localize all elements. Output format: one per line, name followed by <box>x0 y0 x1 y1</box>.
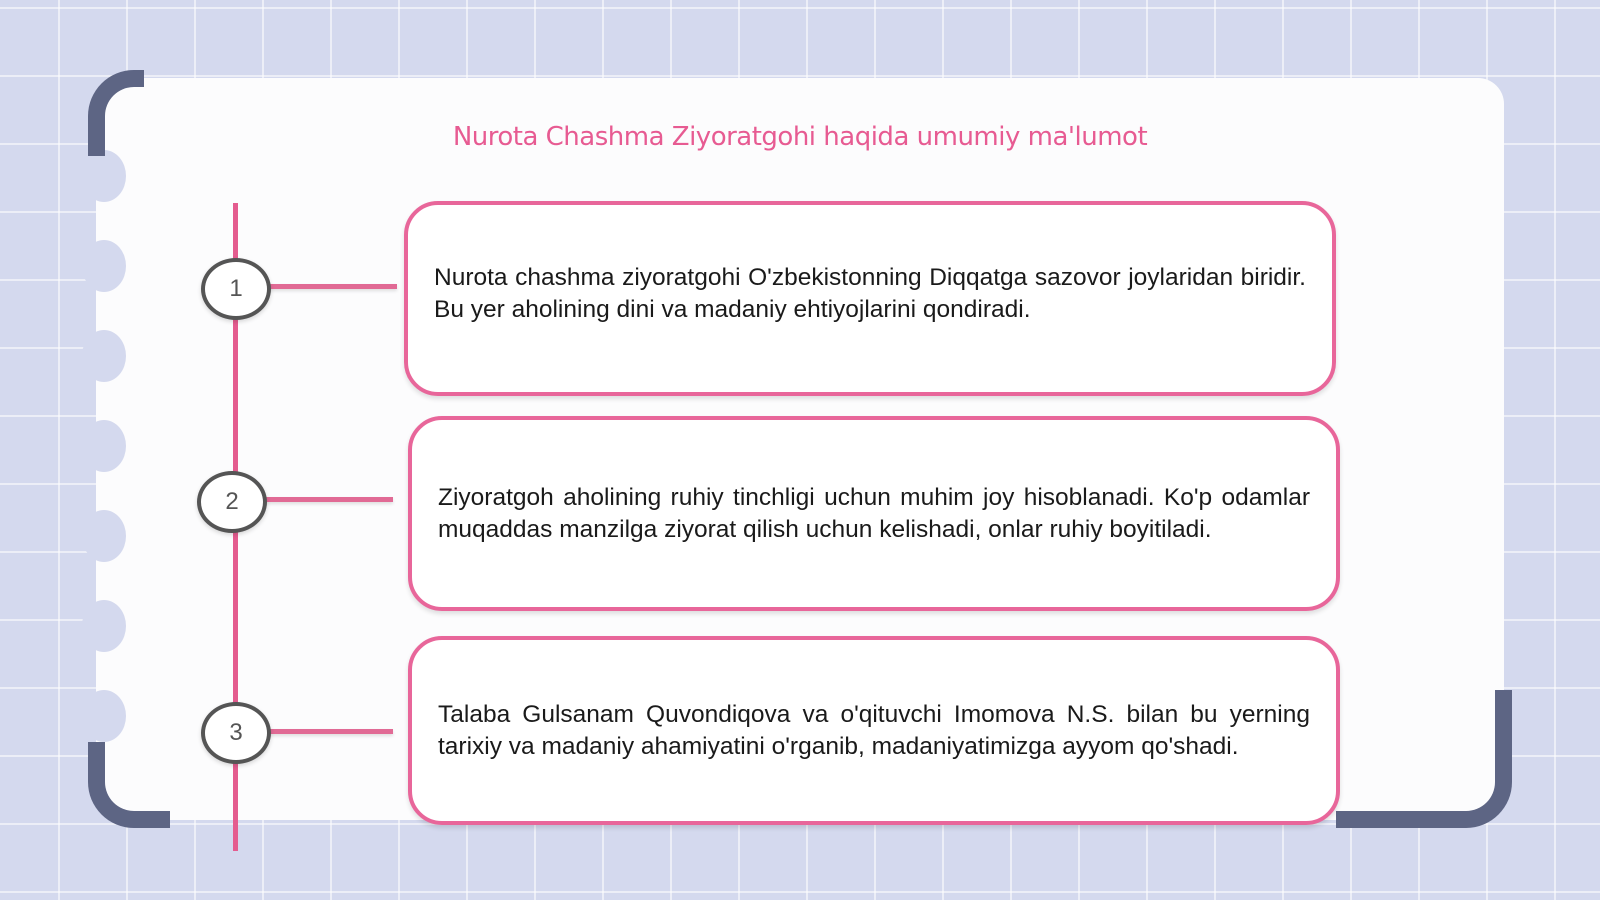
info-text: Nurota chashma ziyoratgohi O'zbekistonning Diqqatga sazovor joylaridan biridir. Bu yer aholining dini va madaniy ehtiyojlarini qondiradi. <box>434 263 1306 323</box>
step-number-circle: 1 <box>201 258 271 320</box>
corner-bracket-top-left <box>88 70 144 156</box>
notebook-hole <box>82 330 126 382</box>
notebook-hole <box>82 690 126 742</box>
info-box <box>408 416 1340 611</box>
notebook-hole <box>82 510 126 562</box>
notebook-hole <box>82 600 126 652</box>
notebook-hole <box>82 240 126 292</box>
info-text: Ziyoratgoh aholining ruhiy tinchligi uchun muhim joy hisoblanadi. Ko'p odamlar muqaddas manzilga ziyorat qilish uchun kelishadi, onlar ruhiy boyitiladi. <box>438 483 1310 543</box>
info-box <box>404 201 1336 396</box>
corner-bracket-bottom-left <box>88 742 170 828</box>
step-number-circle: 2 <box>197 471 267 533</box>
timeline-connector <box>262 497 393 502</box>
corner-bracket-bottom-right <box>1336 690 1512 828</box>
notebook-hole <box>82 420 126 472</box>
timeline-connector <box>264 729 393 734</box>
info-text: Talaba Gulsanam Quvondiqova va o'qituvchi Imomova N.S. bilan bu yerning tarixiy va madaniy ahamiyatini o'rganib, madaniyatimizga ayyom qo'shadi. <box>438 700 1310 760</box>
timeline-connector <box>264 284 397 289</box>
notebook-hole <box>82 150 126 202</box>
slide-title: Nurota Chashma Ziyoratgohi haqida umumiy ma'lumot <box>452 122 1148 152</box>
info-box <box>408 636 1340 825</box>
step-number-circle: 3 <box>201 702 271 764</box>
